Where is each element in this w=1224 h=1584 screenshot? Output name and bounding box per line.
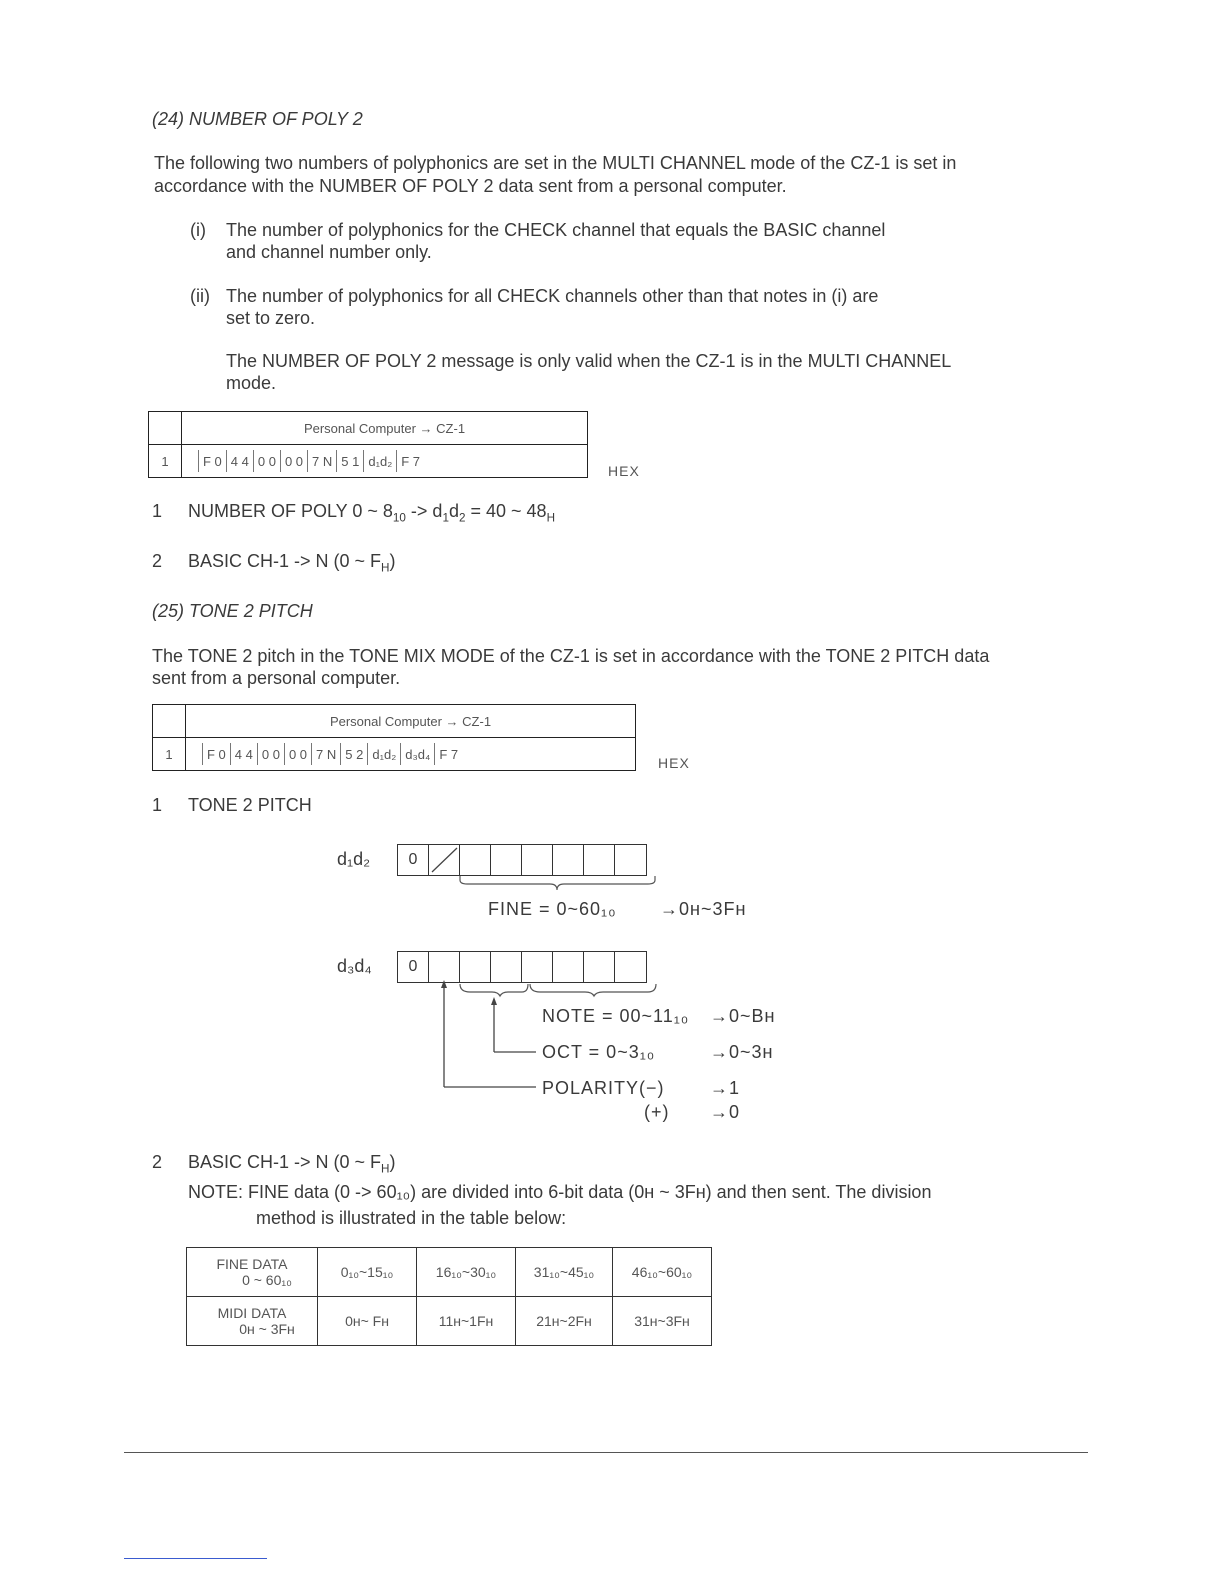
table-row (187, 1248, 712, 1297)
byte-cell: F 7 (434, 743, 462, 765)
oct-range: OCT = 0~3₁₀ (542, 1042, 656, 1062)
row-header-range: 0 ~ 60₁₀ (242, 1272, 292, 1288)
sec24-def1-number: 1 (152, 501, 163, 521)
d3d4-bit-field (397, 951, 647, 983)
sec24-row-number: 1 (149, 445, 182, 478)
bit-cell (522, 952, 553, 982)
sec24-def2-number: 2 (152, 551, 163, 571)
sec24-intro-line2: accordance with the NUMBER OF POLY 2 data sent from a personal computer. (154, 176, 787, 196)
sec25-note-line1: NOTE: FINE data (0 -> 60₁₀) are divided into 6-bit data (0ʜ ~ 3Fʜ) and then sent. The division (188, 1182, 932, 1202)
fine-range: FINE = 0~60₁₀ (488, 899, 617, 919)
note-hex-range: →0~Bʜ (710, 1006, 776, 1026)
byte-cell: F 0 (198, 450, 226, 472)
polarity-positive: (+) (644, 1102, 670, 1122)
bit-cell (460, 845, 491, 875)
bit-cell (553, 845, 584, 875)
sec25-table-header: Personal Computer → CZ-1 (186, 705, 636, 738)
d1d2-label: d₁d₂ (337, 849, 371, 869)
byte-cell: d₃d₄ (400, 743, 434, 765)
bit-cell (491, 952, 522, 982)
sec24-note-line2: mode. (226, 373, 277, 393)
table-cell: 16₁₀~30₁₀ (417, 1248, 516, 1297)
sec25-def2-number: 2 (152, 1152, 163, 1172)
section-24-heading: (24) NUMBER OF POLY 2 (152, 109, 363, 129)
bit-cell (615, 845, 646, 875)
footer-divider (124, 1452, 1088, 1453)
sec24-table-header: Personal Computer → CZ-1 (182, 412, 588, 445)
oct-hex-range: →0~3ʜ (710, 1042, 774, 1062)
table-cell: 31₁₀~45₁₀ (516, 1248, 613, 1297)
bit-cell-unused (429, 845, 460, 875)
byte-cell: 0 0 (284, 743, 311, 765)
table-row-header (187, 1248, 318, 1297)
table-cell: 21ʜ~2Fʜ (516, 1297, 613, 1346)
byte-cell: 0 0 (280, 450, 307, 472)
sec24-note-line1: The NUMBER OF POLY 2 message is only valid when the CZ-1 is in the MULTI CHANNEL (226, 351, 952, 371)
sec24-hex-label: HEX (608, 463, 640, 479)
sec24-byte-sequence (182, 445, 587, 477)
sec25-note-line2: method is illustrated in the table below: (256, 1208, 567, 1228)
slash-mark (429, 845, 459, 875)
polarity-positive-value: →0 (710, 1102, 741, 1122)
byte-cell: d₁d₂ (363, 450, 396, 472)
byte-cell: 7 N (311, 743, 340, 765)
table-cell: 0₁₀~15₁₀ (318, 1248, 417, 1297)
byte-cell: 7 N (307, 450, 336, 472)
table-cell: 11ʜ~1Fʜ (417, 1297, 516, 1346)
section-25-heading: (25) TONE 2 PITCH (152, 601, 313, 621)
byte-cell: 0 0 (253, 450, 280, 472)
sec25-intro-line2: sent from a personal computer. (152, 668, 401, 688)
byte-cell: F 7 (396, 450, 424, 472)
byte-cell: 5 2 (340, 743, 367, 765)
item-ii-line2: set to zero. (226, 308, 316, 328)
sec25-def1: TONE 2 PITCH (188, 795, 312, 815)
byte-cell: F 0 (202, 743, 230, 765)
bit-cell (553, 952, 584, 982)
byte-cell: 4 4 (226, 450, 253, 472)
item-ii-number: (ii) (190, 286, 210, 306)
byte-cell: 0 0 (257, 743, 284, 765)
item-i-line2: and channel number only. (226, 242, 432, 262)
sec25-hex-label: HEX (658, 755, 690, 771)
table-cell: 31ʜ~3Fʜ (613, 1297, 712, 1346)
item-i-number: (i) (190, 220, 206, 240)
sec24-def2: BASIC CH-1 -> N (0 ~ $F_H$) (188, 551, 396, 575)
bit-cell (429, 952, 460, 982)
byte-cell: d₁d₂ (367, 743, 400, 765)
d1d2-bit-field (397, 844, 647, 876)
bit-cell: 0 (398, 952, 429, 982)
footer-link-underline (124, 1558, 267, 1559)
table-cell: 0ʜ~ Fʜ (318, 1297, 417, 1346)
sec24-intro-line1: The following two numbers of polyphonics are set in the MULTI CHANNEL mode of the CZ-1 is set in (154, 153, 957, 173)
sec25-byte-sequence (186, 738, 635, 770)
table-row (187, 1297, 712, 1346)
byte-cell: 4 4 (230, 743, 257, 765)
item-i-line1: The number of polyphonics for the CHECK channel that equals the BASIC channel (226, 220, 886, 240)
sec24-def1: NUMBER OF POLY 0 ~ $8_{10} -> d_1d_2 = 40$ ~ $48_H$ (188, 501, 556, 525)
bit-cell (615, 952, 646, 982)
fine-brace (455, 874, 660, 894)
fine-midi-conversion-table (186, 1247, 712, 1346)
polarity-negative-value: →1 (710, 1078, 741, 1098)
row-header-title: MIDI DATA (217, 1305, 287, 1321)
row-header-range: 0ʜ ~ 3Fʜ (239, 1321, 295, 1337)
row-header-title: FINE DATA (216, 1256, 288, 1272)
sec25-intro-line1: The TONE 2 pitch in the TONE MIX MODE of the CZ-1 is set in accordance with the TONE 2 PITCH data (152, 646, 990, 666)
bit-cell (522, 845, 553, 875)
d3d4-label: d₃d₄ (337, 956, 372, 976)
bit-cell (584, 845, 615, 875)
bit-cell (491, 845, 522, 875)
sec25-def1-number: 1 (152, 795, 163, 815)
table-row-header (187, 1297, 318, 1346)
bit-cell (460, 952, 491, 982)
sec25-message-table (152, 704, 636, 771)
sec24-message-table (148, 411, 588, 478)
bit-cell: 0 (398, 845, 429, 875)
sec25-row-number: 1 (153, 738, 186, 771)
polarity-negative: POLARITY(−) (542, 1078, 665, 1098)
fine-hex-range: →0ʜ~3Fʜ (660, 899, 747, 919)
note-range: NOTE = 00~11₁₀ (542, 1006, 690, 1026)
item-ii-line1: The number of polyphonics for all CHECK channels other than that notes in (i) are (226, 286, 879, 306)
byte-cell: 5 1 (336, 450, 363, 472)
sec25-def2: BASIC CH-1 -> N (0 ~ $F_H$) (188, 1152, 396, 1176)
table-cell: 46₁₀~60₁₀ (613, 1248, 712, 1297)
bit-cell (584, 952, 615, 982)
